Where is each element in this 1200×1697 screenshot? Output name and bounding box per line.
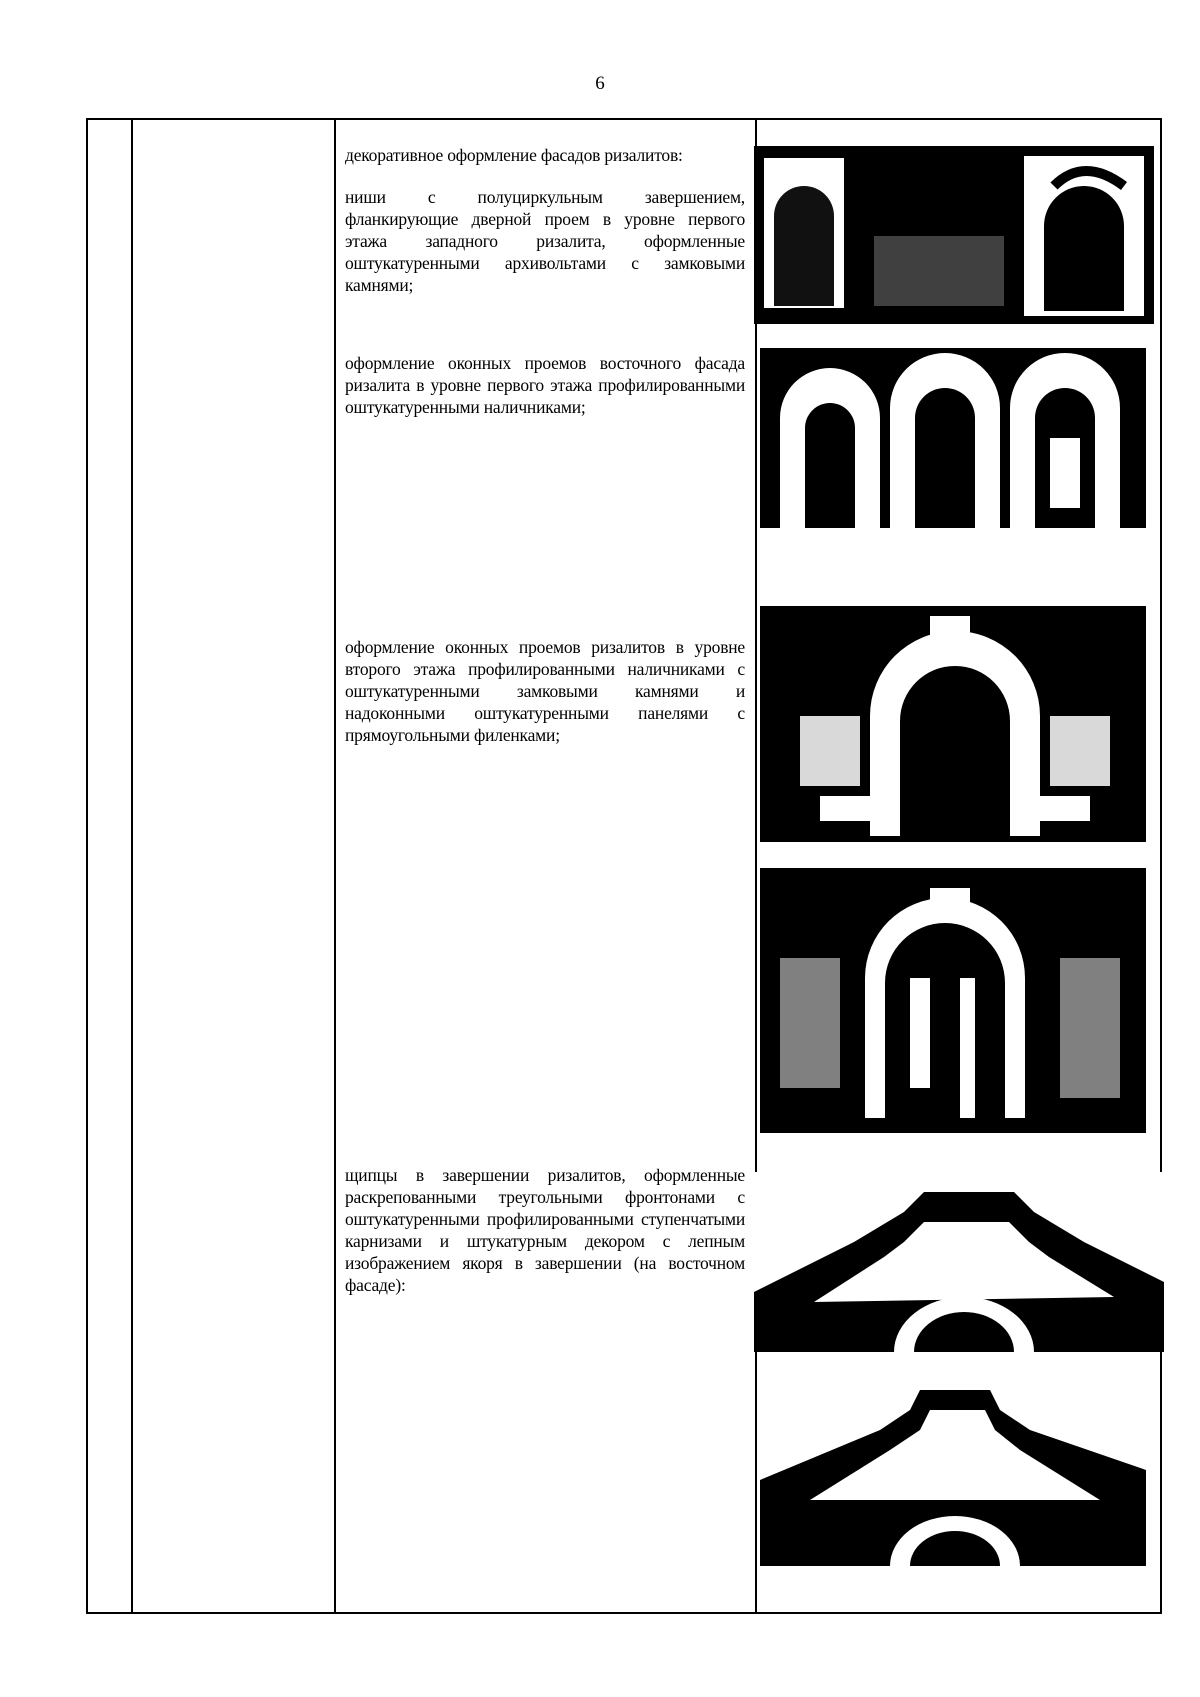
stepped-gable-photo-1 bbox=[754, 1172, 1164, 1352]
arched-window-photo-2 bbox=[760, 868, 1146, 1133]
feature-east-windows-text bbox=[345, 352, 745, 438]
feature-intro: декоративное оформление фасадов ризалитов: bbox=[345, 145, 683, 165]
feature-niches-text bbox=[345, 144, 745, 316]
column-divider-1 bbox=[131, 118, 133, 1614]
stepped-gable-photo-2 bbox=[760, 1390, 1146, 1566]
page-number: 6 bbox=[595, 73, 605, 94]
feature-niches-description: ниши с полуциркульным завершением, фланкирующие дверной проем в уровне первого этажа западного ризалита, оформленные оштукатуренными архивольтами с замковыми камнями; bbox=[345, 187, 745, 295]
arched-window-photo-1 bbox=[760, 606, 1146, 842]
column-divider-3 bbox=[755, 118, 757, 1614]
feature-second-floor-windows-description: оформление оконных проемов ризалитов в уровне второго этажа профилированными наличниками с оштукатуренными замковыми камнями и надоконными оштукатуренными панелями с прямоугольными филенками; bbox=[345, 637, 745, 745]
feature-second-floor-windows-text bbox=[345, 636, 745, 766]
arched-windows-photo bbox=[760, 348, 1146, 576]
column-divider-2 bbox=[334, 118, 336, 1614]
feature-gables-text bbox=[345, 1164, 745, 1316]
facade-niches-photo bbox=[754, 146, 1154, 324]
feature-east-windows-description: оформление оконных проемов восточного фасада ризалита в уровне первого этажа профилированными оштукатуренными наличниками; bbox=[345, 353, 745, 417]
feature-gables-description: щипцы в завершении ризалитов, оформленные раскрепованными треугольными фронтонами с оштукатуренными профилированными ступенчатыми карнизами и штукатурным декором с лепным изображением якоря в завершении (на восточном фасаде): bbox=[345, 1165, 745, 1295]
